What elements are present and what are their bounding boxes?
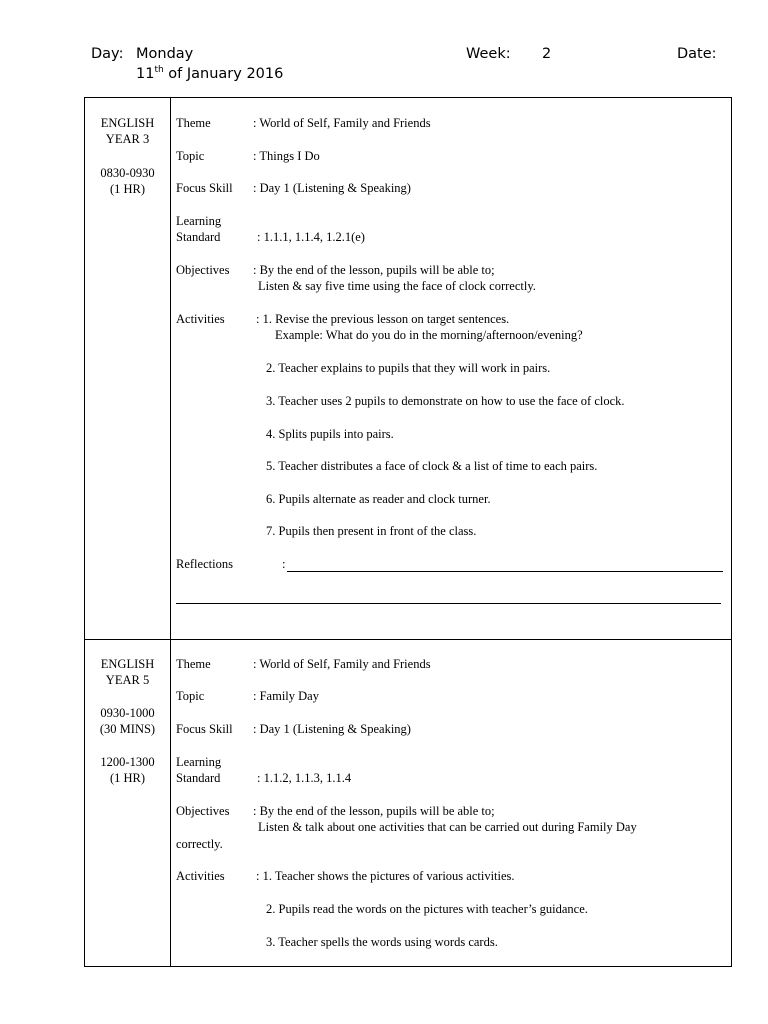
theme-value: : World of Self, Family and Friends <box>253 116 431 130</box>
lesson-time: 1200-1300 <box>100 755 155 769</box>
activity-item: 2. Teacher explains to pupils that they will work in pairs. <box>266 361 551 375</box>
learning-standard-label: Learning <box>176 755 222 769</box>
reflections-line <box>176 603 721 604</box>
theme-label: Theme <box>176 657 211 671</box>
objectives-label: Objectives <box>176 804 230 818</box>
subject-year: YEAR 5 <box>105 673 150 687</box>
topic-value: : Family Day <box>253 689 319 703</box>
reflections-line <box>287 571 723 572</box>
theme-value: : World of Self, Family and Friends <box>253 657 431 671</box>
lesson-table-year5 <box>84 639 732 967</box>
focus-skill-label: Focus Skill <box>176 181 233 195</box>
activity-item: : 1. Revise the previous lesson on target sentences. <box>256 312 510 326</box>
date-value: 11th of January 2016 <box>136 65 284 82</box>
activities-label: Activities <box>176 312 225 326</box>
lesson-duration: (30 MINS) <box>99 722 156 736</box>
topic-label: Topic <box>176 689 205 703</box>
objectives-label: Objectives <box>176 263 230 277</box>
lesson-table-year3 <box>84 97 732 640</box>
subject-name: ENGLISH <box>100 657 155 671</box>
activity-item: 2. Pupils read the words on the pictures with teacher’s guidance. <box>266 902 588 916</box>
objectives-text: : By the end of the lesson, pupils will be able to; <box>253 804 495 818</box>
day-value: Monday <box>136 46 194 62</box>
theme-label: Theme <box>176 116 211 130</box>
week-value: 2 <box>542 46 552 62</box>
learning-standard-label: Standard <box>176 230 221 244</box>
reflections-colon: : <box>282 557 286 571</box>
date-label: Date: <box>677 46 717 62</box>
activity-item: : 1. Teacher shows the pictures of various activities. <box>256 869 515 883</box>
activity-item: 7. Pupils then present in front of the class. <box>266 524 477 538</box>
objectives-text: Listen & talk about one activities that can be carried out during Family Day <box>258 820 637 834</box>
topic-label: Topic <box>176 149 205 163</box>
activity-item: 4. Splits pupils into pairs. <box>266 427 394 441</box>
column-divider <box>170 98 171 639</box>
lesson-duration: (1 HR) <box>109 182 146 196</box>
reflections-label: Reflections <box>176 557 233 571</box>
focus-skill-value: : Day 1 (Listening & Speaking) <box>253 181 411 195</box>
activity-item: 6. Pupils alternate as reader and clock turner. <box>266 492 491 506</box>
column-divider <box>170 640 171 966</box>
lesson-time: 0830-0930 <box>100 166 155 180</box>
topic-value: : Things I Do <box>253 149 320 163</box>
learning-standard-label: Learning <box>176 214 222 228</box>
learning-standard-value: : 1.1.2, 1.1.3, 1.1.4 <box>257 771 352 785</box>
focus-skill-label: Focus Skill <box>176 722 233 736</box>
activity-example: Example: What do you do in the morning/afternoon/evening? <box>275 328 583 342</box>
objectives-text: Listen & say five time using the face of clock correctly. <box>258 279 536 293</box>
day-label: Day: <box>91 46 124 62</box>
focus-skill-value: : Day 1 (Listening & Speaking) <box>253 722 411 736</box>
lesson-duration: (1 HR) <box>109 771 146 785</box>
subject-year: YEAR 3 <box>105 132 150 146</box>
learning-standard-value: : 1.1.1, 1.1.4, 1.2.1(e) <box>257 230 365 244</box>
objectives-text: : By the end of the lesson, pupils will be able to; <box>253 263 495 277</box>
activities-label: Activities <box>176 869 225 883</box>
learning-standard-label: Standard <box>176 771 221 785</box>
activity-item: 3. Teacher spells the words using words cards. <box>266 935 498 949</box>
objectives-text: correctly. <box>176 837 223 851</box>
activity-item: 3. Teacher uses 2 pupils to demonstrate on how to use the face of clock. <box>266 394 625 408</box>
week-label: Week: <box>466 46 511 62</box>
subject-name: ENGLISH <box>100 116 155 130</box>
activity-item: 5. Teacher distributes a face of clock & a list of time to each pairs. <box>266 459 598 473</box>
lesson-time: 0930-1000 <box>100 706 155 720</box>
